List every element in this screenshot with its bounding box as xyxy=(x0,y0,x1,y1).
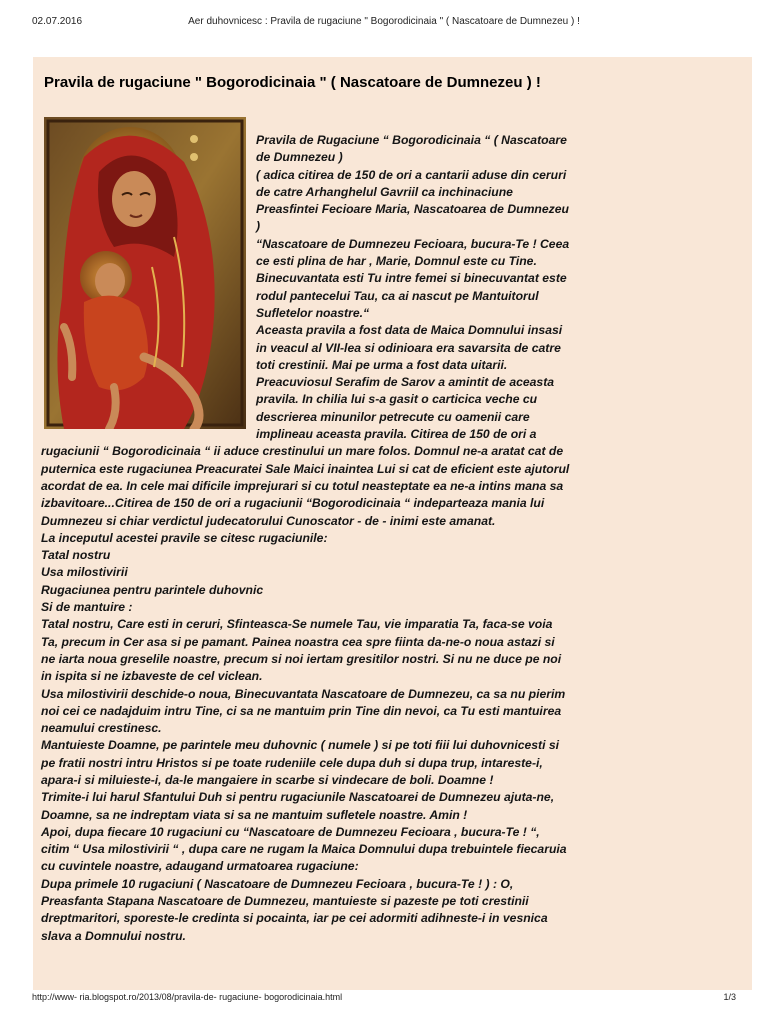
print-date: 02.07.2016 xyxy=(32,16,83,27)
post-title: Pravila de rugaciune " Bogorodicinaia " ( Nascatoare de Dumnezeu ) ! xyxy=(44,74,541,91)
print-url: http://www- ria.blogspot.ro/2013/08/pravila-de- rugaciune- bogorodicinaia.html xyxy=(32,992,343,1002)
post-content xyxy=(33,57,752,990)
paragraph: ( adica citirea de 150 de ori a cantarii aduse din ceruri de catre Arhanghelul Gavriil ca inchinaciune Preasfintei Fecioare Maria, Nascatoarea de Dumnezeu ) xyxy=(256,167,569,234)
paragraph: Rugaciunea pentru parintele duhovnic xyxy=(41,582,264,597)
post-body xyxy=(41,132,571,945)
paragraph: Tatal nostru xyxy=(41,548,111,563)
print-page-title: Aer duhovnicesc : Pravila de rugaciune " Bogorodicinaia " ( Nascatoare de Dumnezeu ) ! xyxy=(188,16,580,27)
paragraph: “Nascatoare de Dumnezeu Fecioara, bucura-Te ! Ceea ce esti plina de har , Marie, Domnul este cu Tine. Binecuvantata esti Tu intre femei si binecuvantat este rodul pantecelui Tau, ca ai nascut pe Mantuitorul Sufletelor noastre.“ xyxy=(256,236,570,320)
paragraph-intro-title: Pravila de Rugaciune “ Bogorodicinaia “ ( Nascatoare de Dumnezeu ) xyxy=(256,133,567,165)
paragraph: Si de mantuire : xyxy=(41,600,133,615)
paragraph: Trimite-i lui harul Sfantului Duh si pentru rugaciunile Nascatoarei de Dumnezeu ajuta-ne, Doamne, sa ne indreptam viata si sa ne mantuim sufletele noastre. Amin ! xyxy=(41,790,555,822)
print-page-number: 1/3 xyxy=(723,992,736,1002)
print-header xyxy=(32,16,736,30)
paragraph: Mantuieste Doamne, pe parintele meu duhovnic ( numele ) si pe toti fiii lui duhovnicesti si pe fratii nostri intru Hristos si pe toate rudeniile cele dupa duh si dupa trup, intareste-i, apara-i si miluieste-i, da-le mangaiere in scarbe si vindecare de boli. Doamne ! xyxy=(41,738,560,787)
paragraph: Apoi, dupa fiecare 10 rugaciuni cu “Nascatoare de Dumnezeu Fecioara , bucura-Te ! “, citim “ Usa milostivirii “ , dupa care ne rugam la Maica Domnului dupa trebuintele fiecaruia cu cuvintele noastre, adaugand urmatoarea rugaciune: xyxy=(41,824,567,874)
paragraph: Usa milostivirii xyxy=(41,565,128,580)
print-footer xyxy=(32,992,736,1006)
paragraph: Usa milostivirii deschide-o noua, Binecuvantata Nascatoare de Dumnezeu, ca sa nu pierim noi cei ce nadajduim intru Tine, ci sa ne mantuim prin Tine din nevoi, ca Tu esti mantuirea neamului crestinesc. xyxy=(41,686,566,736)
paragraph: Aceasta pravila a fost data de Maica Domnului insasi in veacul al VII-lea si odinioara era savarsita de catre toti crestinii. Mai pe urma a fost data uitarii. Preacuviosul Serafim de Sarov a amintit de aceasta pravila. In chilia lui s-a gasit o carticica veche cu descrierea minunilor petrecute cu oamenii care implineau aceasta pravila. Citirea de 150 de ori a rugaciunii “ Bogorodicinaia “ ii aduce crestinului un mare folos. Domnul ne-a aratat cat de puternica este rugaciunea Preacuratei Sale Maici inaintea Lui si cat de eficient este ajutorul acordat de ea. In cele mai dificile imprejurari si cu totul neasteptate ea ne-a intins mana sa izbavitoare...Citirea de 150 de ori a rugaciunii “Bogorodicinaia “ indeparteaza mania lui Dumnezeu si chiar verdictul judecatorului Cunoscator - de - inimi este amanat. xyxy=(41,323,570,528)
image-float-spacer xyxy=(41,132,256,434)
paragraph: La inceputul acestei pravile se citesc rugaciunile: xyxy=(41,530,328,545)
paragraph: Dupa primele 10 rugaciuni ( Nascatoare de Dumnezeu Fecioara , bucura-Te ! ) : O, Preasfanta Stapana Nascatoare de Dumnezeu, mantuieste si pazeste pe toti crestinii dreptmaritori, sporeste-le credinta si pocainta, iar pe cei adormiti adihneste-i in vesnica slava a Domnului nostru. xyxy=(41,876,548,943)
paragraph: Tatal nostru, Care esti in ceruri, Sfinteasca-Se numele Tau, vie imparatia Ta, faca-se voia Ta, precum in Cer asa si pe pamant. Painea noastra cea spre fiinta da-ne-o noua astazi si ne iarta noua greselile noastre, precum si noi iertam gresitilor nostri. Si nu ne duce pe noi in ispita si ne izbaveste de cel viclean. xyxy=(41,617,562,684)
